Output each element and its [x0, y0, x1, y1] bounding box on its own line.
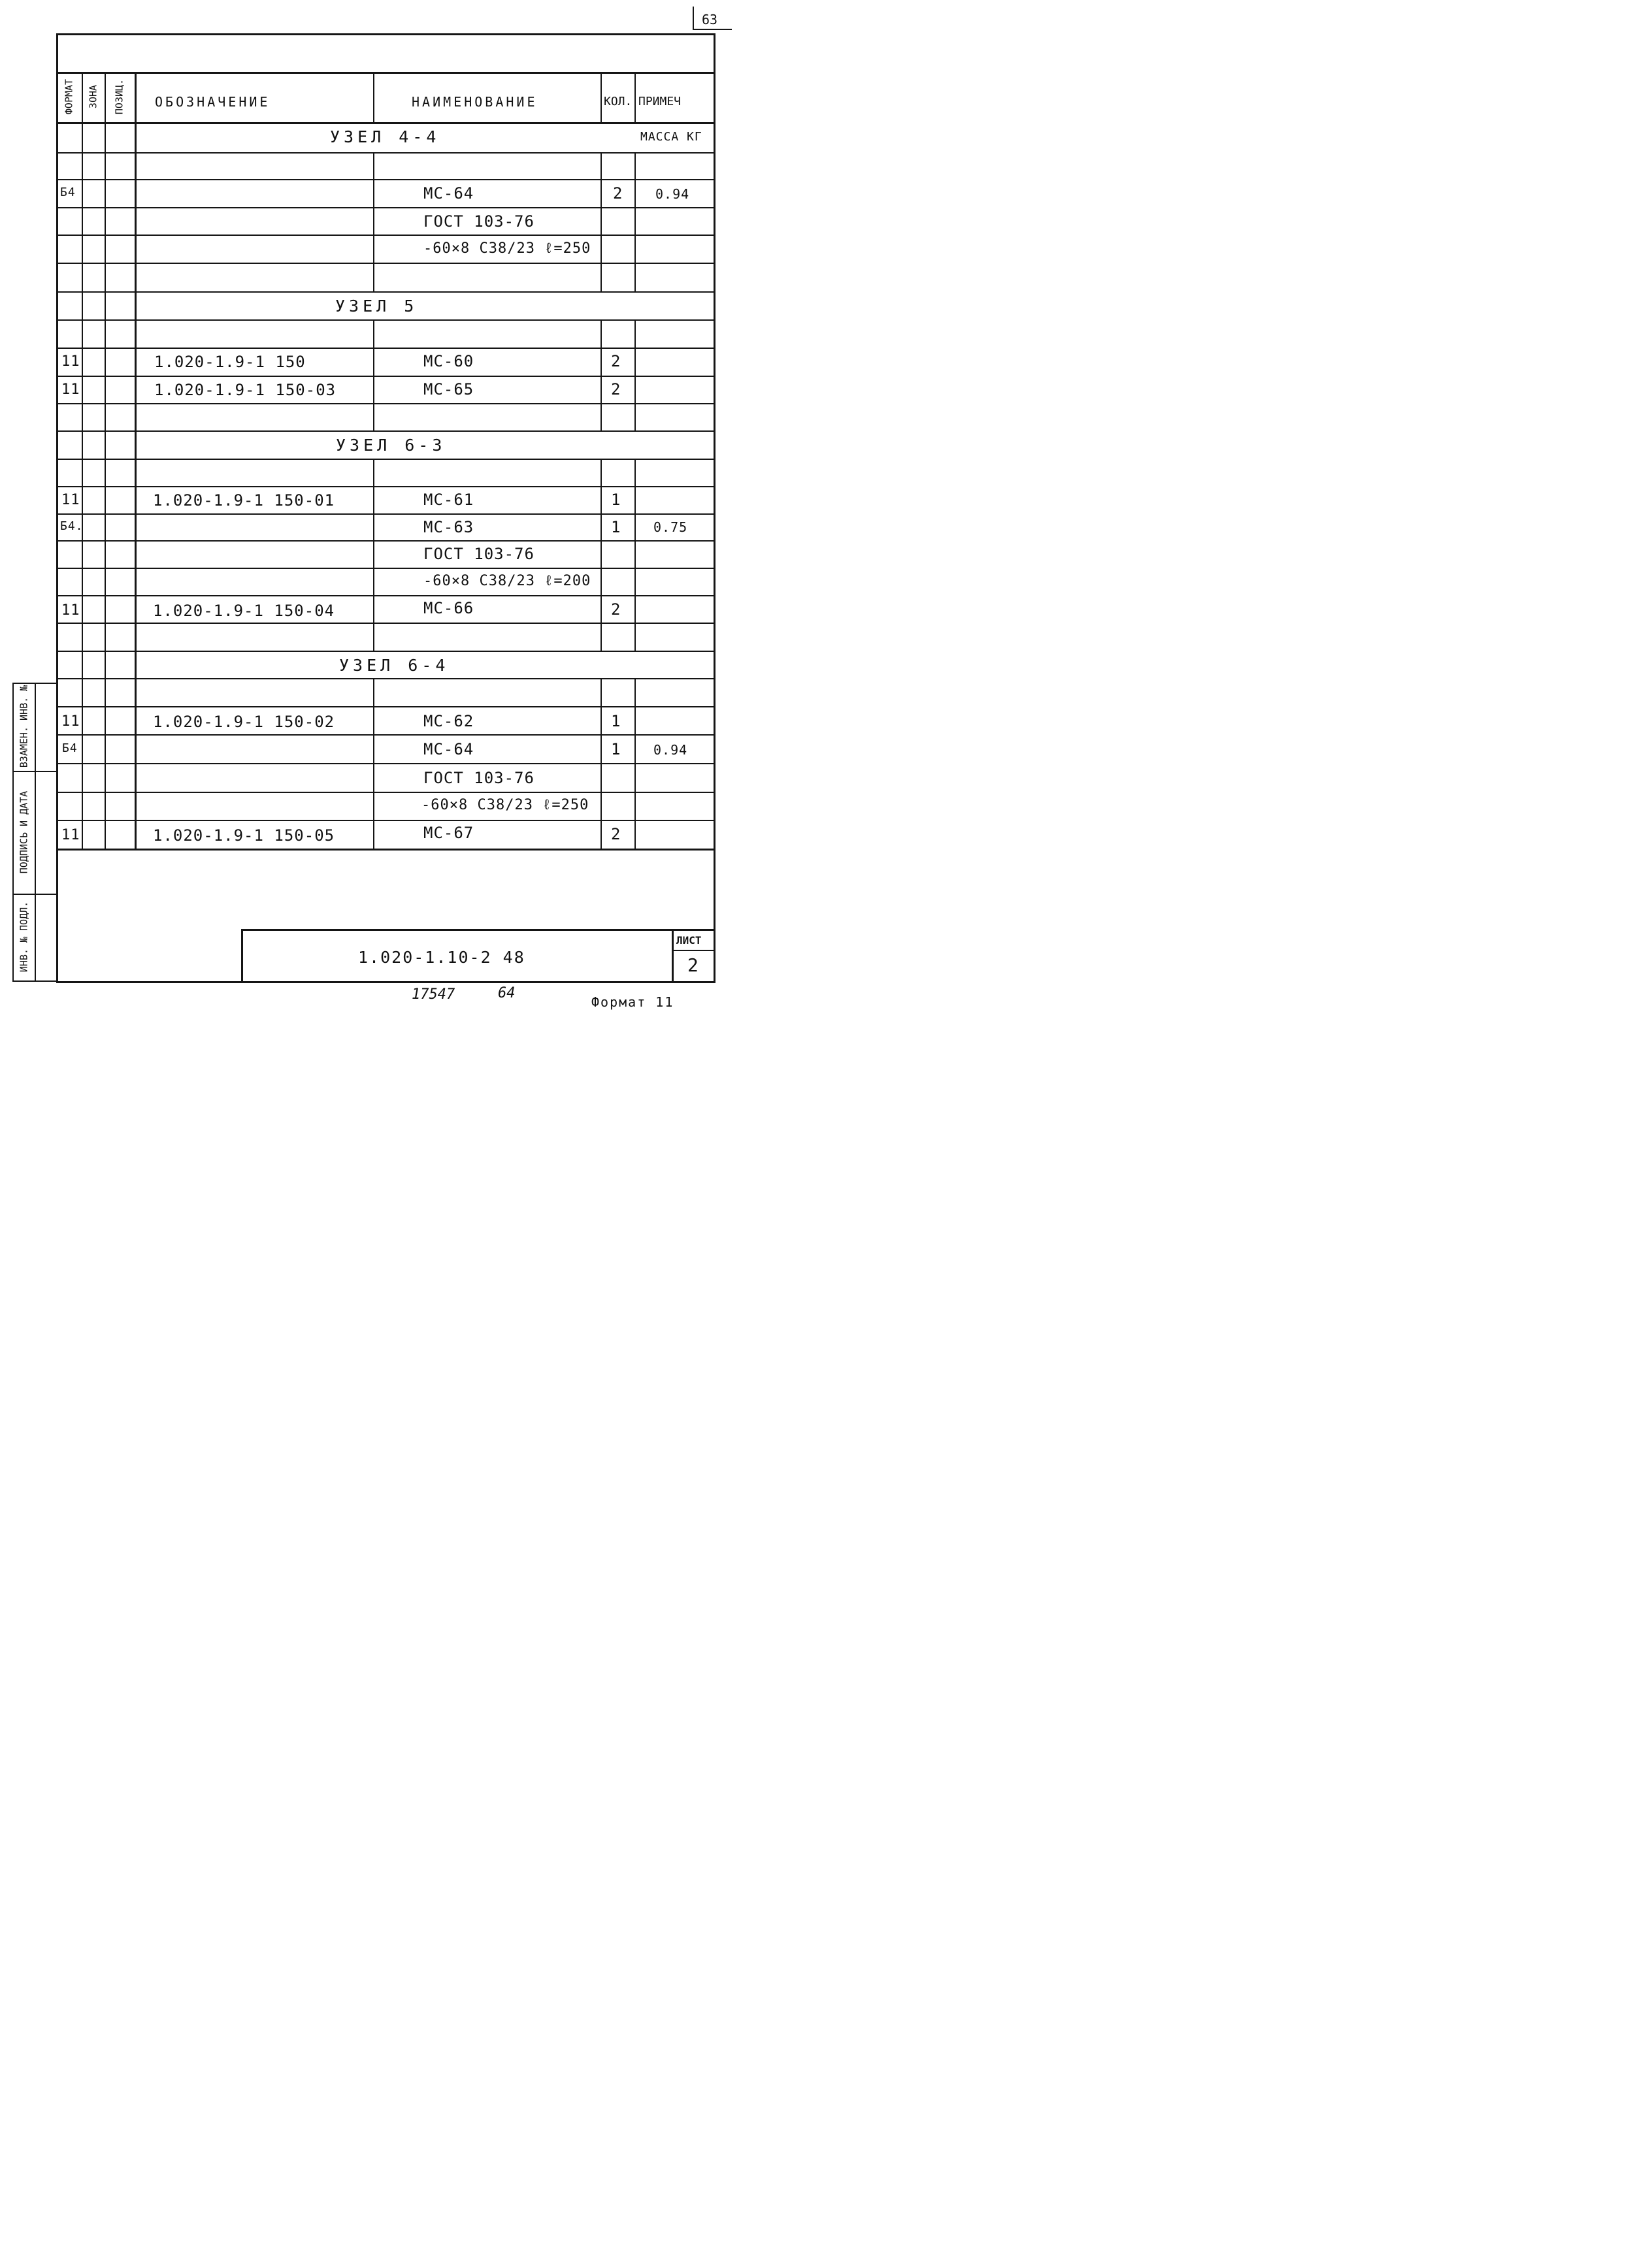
- row-name: ГОСТ 103-76: [423, 212, 534, 231]
- row-name: МС-65: [423, 380, 474, 398]
- row-name: ГОСТ 103-76: [423, 545, 534, 563]
- section-title: УЗЕЛ 4-4: [330, 127, 440, 146]
- row-format: 11: [61, 381, 80, 398]
- row-name: МС-61: [423, 491, 474, 509]
- row-designation: 1.020-1.9-1 150-01: [153, 491, 335, 510]
- title-block-sheet-number: 2: [687, 954, 699, 976]
- mass-label: МАССА КГ: [640, 130, 702, 144]
- row-name: МС-66: [423, 599, 474, 617]
- row-format: 11: [61, 827, 80, 843]
- row-qty: 1: [611, 491, 621, 509]
- handwritten-number: 17547: [412, 986, 455, 1003]
- row-format: 11: [61, 492, 80, 508]
- row-name: МС-64: [423, 740, 474, 758]
- row-name: МС-64: [423, 184, 474, 202]
- header-qty: КОЛ.: [604, 95, 633, 108]
- row-qty: 1: [611, 712, 621, 730]
- row-qty: 2: [613, 184, 623, 202]
- row-qty: 1: [611, 518, 621, 536]
- row-note: 0.94: [655, 186, 690, 202]
- header-note: ПРИМЕЧ: [638, 95, 682, 108]
- header-zone: ЗОНА: [87, 84, 99, 109]
- header-format: ФОРМАТ: [63, 78, 75, 115]
- header-designation: ОБОЗНАЧЕНИЕ: [155, 94, 271, 110]
- row-name: -60×8 С38/23 ℓ=250: [421, 797, 589, 813]
- row-format: 11: [61, 353, 80, 370]
- row-designation: 1.020-1.9-1 150-03: [154, 381, 337, 399]
- row-name: -60×8 С38/23 ℓ=250: [423, 240, 591, 257]
- row-format: 11: [61, 713, 80, 730]
- row-format: Б4.: [60, 519, 84, 533]
- row-designation: 1.020-1.9-1 150-02: [153, 713, 335, 731]
- row-designation: 1.020-1.9-1 150: [154, 353, 306, 371]
- row-name: -60×8 С38/23 ℓ=200: [423, 573, 591, 589]
- row-qty: 2: [611, 600, 621, 619]
- row-format: Б4: [60, 186, 76, 199]
- stamp-podpis-data: ПОДПИСЬ И ДАТА: [18, 790, 30, 874]
- section-title: УЗЕЛ 5: [335, 297, 418, 316]
- section-title: УЗЕЛ 6-4: [339, 656, 450, 675]
- row-name: МС-60: [423, 352, 474, 370]
- title-block-doc-code: 1.020-1.10-2 48: [358, 948, 525, 967]
- section-title: УЗЕЛ 6-3: [336, 436, 446, 455]
- row-qty: 2: [611, 380, 621, 398]
- header-position: ПОЗИЦ.: [113, 78, 125, 115]
- stamp-vzam-inv: ВЗАМЕН. ИНВ. №: [18, 685, 30, 768]
- format-footer: Формат 11: [591, 994, 674, 1010]
- title-block-sheet-label: ЛИСТ: [676, 934, 702, 947]
- header-name: НАИМЕНОВАНИЕ: [412, 94, 538, 110]
- row-note: 0.94: [653, 742, 688, 758]
- handwritten-page: 64: [498, 985, 516, 1001]
- page-number: 63: [702, 12, 718, 27]
- row-name: МС-63: [423, 518, 474, 536]
- row-name: МС-62: [423, 712, 474, 730]
- row-qty: 2: [611, 825, 621, 843]
- row-format: Б4: [62, 741, 78, 755]
- row-note: 0.75: [653, 519, 688, 535]
- row-qty: 1: [611, 740, 621, 758]
- stamp-inv-podl: ИНВ. № ПОДЛ.: [18, 901, 30, 973]
- row-designation: 1.020-1.9-1 150-04: [153, 602, 335, 620]
- row-name: МС-67: [423, 824, 474, 842]
- row-name: ГОСТ 103-76: [423, 769, 534, 787]
- row-format: 11: [61, 602, 80, 619]
- row-designation: 1.020-1.9-1 150-05: [153, 826, 335, 845]
- row-qty: 2: [611, 352, 621, 370]
